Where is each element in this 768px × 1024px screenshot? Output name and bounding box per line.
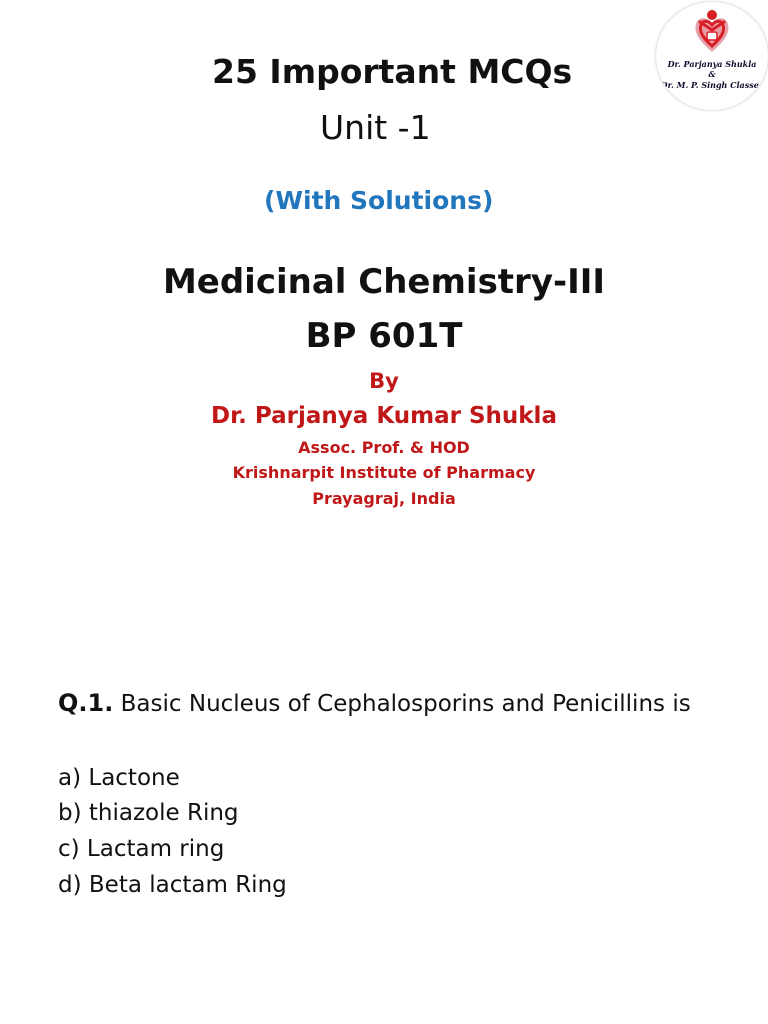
logo-line-1: Dr. Parjanya Shukla [667, 59, 757, 69]
author-name: Dr. Parjanya Kumar Shukla [211, 403, 557, 429]
author-position: Assoc. Prof. & HOD [298, 438, 470, 457]
page-title: 25 Important MCQs [212, 52, 573, 91]
unit-label: Unit -1 [320, 108, 431, 147]
author-location: Prayagraj, India [312, 489, 456, 508]
logo-emblem-icon [692, 8, 732, 56]
option-d: d) Beta lactam Ring [58, 872, 287, 898]
with-solutions-label: (With Solutions) [264, 186, 494, 215]
option-b: b) thiazole Ring [58, 800, 239, 826]
subject-title: Medicinal Chemistry-III [162, 262, 606, 302]
logo-line-2: & [708, 69, 716, 79]
question-number: Q.1. [58, 689, 114, 717]
option-c: c) Lactam ring [58, 836, 225, 862]
by-label: By [369, 369, 399, 393]
logo-badge [656, 2, 768, 110]
question-text: Basic Nucleus of Cephalosporins and Penicillins is [113, 691, 691, 717]
author-institute: Krishnarpit Institute of Pharmacy [232, 463, 536, 482]
question-1 [58, 689, 691, 717]
option-a: a) Lactone [58, 765, 180, 791]
course-code: BP 601T [305, 316, 463, 356]
logo-line-3: Dr. M. P. Singh Classes [660, 80, 764, 90]
